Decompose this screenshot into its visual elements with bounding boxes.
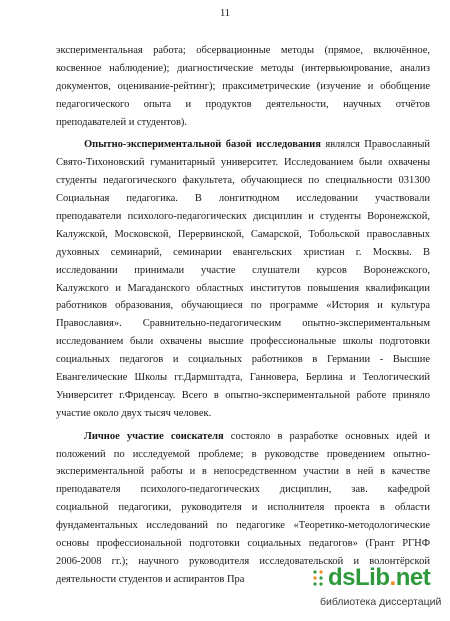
line-text: социальной педагогики, руководителя и исполнителя проекта в области [56,502,430,514]
text-line [56,333,430,351]
watermark-logo [328,563,430,593]
line-text: экспериментальная работа; обсервационные методы (прямое, включённое, [56,45,430,56]
line-text: являлся Православный [320,139,431,151]
logo-dot: . [389,564,396,591]
line-text: Социальная педагогика. В лонгитюдном исследовании участвовали [56,193,430,205]
line-text: студенты педагогического факультета, обучающиеся по специальности 031300 [56,175,430,187]
line-text: преподавателей и студентов). [56,116,188,128]
line-text: преподаватели психолого-педагогических дисциплин и студенты Воронежской, [56,211,430,223]
text-line [56,208,430,226]
line-text: Евангелические Школы гг.Дармштадта, Ганновера, Берлина и Теологический [56,372,430,384]
watermark-subtitle: библиотека диссертаций [320,596,442,608]
text-line [56,428,430,446]
line-text: Свято-Тихоновский гуманитарный университет. Исследованием были охвачены [56,157,430,169]
line-text: исследованием были охвачены высшие профессиональные школы подготовки [56,336,430,348]
text-line [56,369,430,387]
text-line [56,226,430,244]
text-line [56,154,430,172]
bold-lead-in: Опытно-экспериментальной базой исследования [84,139,321,151]
text-line [56,60,430,78]
logo-part-lib: Lib [355,564,390,591]
text-line [56,446,430,464]
line-text: состояло в разработке основных идей и [223,430,430,442]
page-number: 11 [219,8,231,19]
text-line [56,351,430,369]
logo-part-ds: ds [328,564,356,591]
text-line [56,96,430,114]
text-line [56,114,430,132]
line-text: фундаментальных исследований по педагогике «Теоретико-методологические [56,520,430,532]
text-line [56,244,430,262]
line-text: Калужского и Магаданского областных институтов повышения квалификации [56,282,430,294]
bold-lead-in: Личное участие соискателя [84,430,224,442]
line-text: деятельности студентов и аспирантов Пра [56,573,245,585]
line-text: положений по исследуемой проблеме; в руководстве проведением опытно- [56,448,430,460]
text-line [56,280,430,298]
text-line [56,78,430,96]
text-line [56,481,430,499]
line-text: экспериментальной работы и в непосредственном участии в ней в качестве [56,466,430,478]
line-text: основы профессиональной подготовки социальных педагогов» (Грант РГНФ [56,538,430,550]
text-line [56,499,430,517]
line-text: преподавателя психолого-педагогических дисциплин, зав. кафедрой [56,484,430,496]
line-text: Университет г.Фриденсау. Всего в опытно-экспериментальной работе приняло [56,389,430,401]
text-line [56,405,430,423]
text-line [56,517,430,535]
line-text: духовных семинарий, семинарии евангельских христиан г. Москвы. В [56,246,430,258]
text-line [56,463,430,481]
text-line [56,262,430,280]
text-line [56,387,430,405]
text-line [56,190,430,208]
dots-logo-icon [312,569,326,591]
line-text: документов, оценивание-рейтинг); праксиметрические (изучение и обобщение [56,80,430,92]
text-line [56,42,430,60]
logo-part-net: net [395,564,431,591]
line-text: участие около двух тысяч человек. [56,407,212,419]
text-line [56,535,430,553]
line-text: работников образования, обучающиеся по программе «История и культура [56,300,430,312]
line-text: 2006-2008 гг.); научного руководителя исследовательской и волонтёрской [56,555,430,567]
text-line [56,136,430,154]
watermark [308,563,450,621]
document-body [56,42,430,589]
line-text: педагогического опыта и продуктов деятельности, научных отчётов [56,98,430,110]
text-line [56,172,430,190]
line-text: Калужской, Московской, Перервинской, Самарской, Тобольской православных [56,228,430,240]
line-text: косвенное наблюдение); диагностические методы (интервьюирование, анализ [56,62,430,74]
line-text: Православия». Сравнительно-педагогическим опытно-экспериментальным [56,318,430,330]
line-text: исследовании принимали участие слушатели курсов Воронежского, [56,264,430,276]
line-text: социальных педагогов и социальных работников в Германии - Высшие [56,354,430,366]
text-line [56,315,430,333]
text-line [56,297,430,315]
